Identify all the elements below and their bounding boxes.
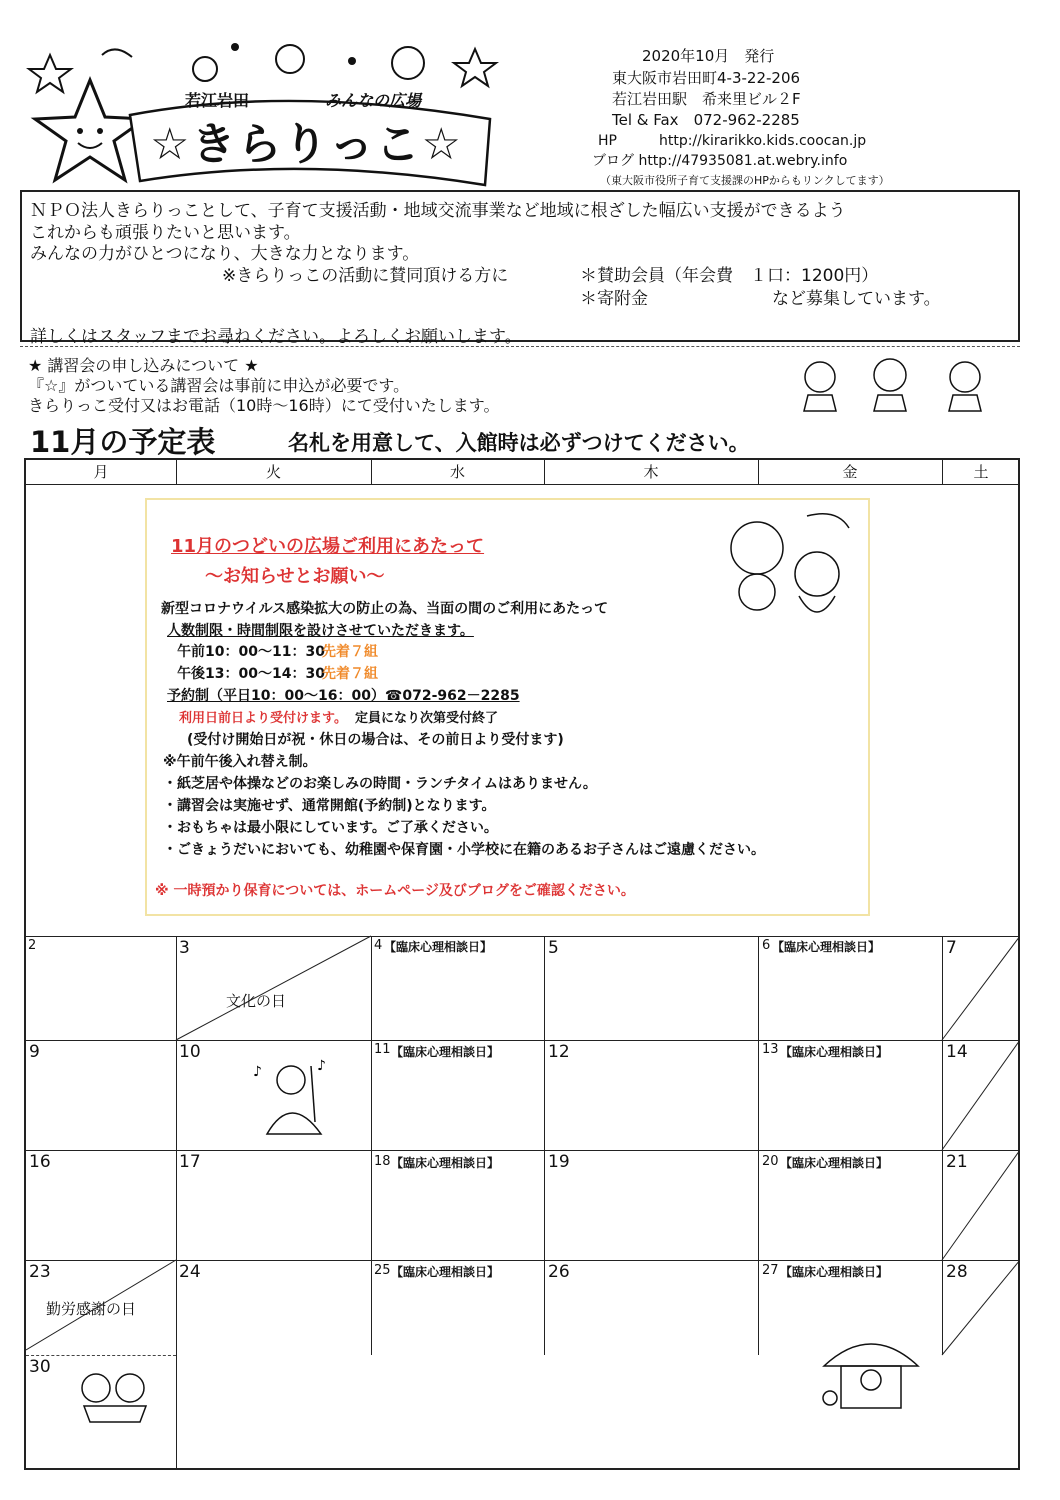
logo-title: ☆きらりっこ☆: [150, 119, 463, 170]
star-icon: [29, 55, 71, 92]
mushroom-house-illustration: [816, 1326, 926, 1416]
svg-text:♪: ♪: [317, 1058, 326, 1074]
notice-reserve: 予約制（平日10：00～16：00）☎072-962－2285: [167, 688, 520, 704]
consultation-tag: 【臨床心理相談日】: [391, 1156, 500, 1170]
date-6: 6: [762, 938, 771, 953]
notice-pm-quota: 先着７組: [322, 666, 378, 682]
day-header-sat: 土: [973, 463, 989, 481]
date-14: 14: [946, 1042, 968, 1062]
date-17: 17: [179, 1152, 201, 1172]
date-30: 30: [29, 1357, 51, 1377]
day-header-wed: 水: [449, 463, 465, 481]
date-2: 2: [28, 938, 37, 953]
notice-am-quota: 先着７組: [322, 644, 378, 660]
date-11: 11: [374, 1042, 391, 1057]
notice-reserve-red: 利用日前日より受付けます。: [179, 711, 347, 726]
date-23: 23: [29, 1262, 51, 1282]
npo-line-2: これからも頑張りたいと思います。: [30, 223, 301, 243]
date-27: 27: [762, 1263, 779, 1278]
consultation-tag: 【臨床心理相談日】: [780, 1045, 889, 1059]
date-12: 12: [548, 1042, 570, 1062]
tel-fax: Tel & Fax 072-962-2285: [612, 111, 800, 129]
logo-subtitle-right: みんなの広場: [325, 91, 422, 110]
consultation-tag: 【臨床心理相談日】: [384, 940, 493, 954]
date-4: 4: [374, 938, 383, 953]
holiday-labor-thanksgiving: 勤労感謝の日: [46, 1300, 137, 1318]
notice-bullet-3: ・おもちゃは最小限にしています。ご了承ください。: [163, 820, 498, 836]
holiday-culture-day: 文化の日: [226, 992, 287, 1010]
lecture-info-box: [20, 346, 1020, 419]
blog-url[interactable]: ブログ http://47935081.at.webry.info: [592, 153, 848, 169]
date-13: 13: [762, 1042, 779, 1057]
date-20: 20: [762, 1154, 779, 1169]
date-9: 9: [29, 1042, 40, 1062]
date-16: 16: [29, 1152, 51, 1172]
consultation-tag: 【臨床心理相談日】: [391, 1045, 500, 1059]
face-icon: [193, 57, 217, 81]
notice-bullet-2: ・講習会は実施せず、通常開館(予約制)となります。: [163, 798, 496, 814]
day-header-mon: 月: [93, 463, 109, 481]
npo-line-5a: ＊寄附金: [580, 289, 648, 309]
consultation-tag: 【臨床心理相談日】: [780, 1156, 889, 1170]
smiling-star-icon: [35, 80, 145, 180]
notice-swap: ※午前午後入れ替え制。: [163, 754, 317, 770]
notice-reserve-tail: 定員になり次第受付終了: [355, 711, 499, 726]
star-icon: [454, 49, 496, 86]
consultation-tag: 【臨床心理相談日】: [772, 940, 881, 954]
date-28: 28: [946, 1262, 968, 1282]
npo-line-6: 詳しくはスタッフまでお尋ねください。よろしくお願いします。: [30, 327, 522, 347]
notice-limit: 人数制限・時間制限を設けさせていただきます。: [167, 623, 474, 639]
children-illustration: [780, 351, 1010, 417]
homepage-url[interactable]: HP http://kirarikko.kids.coocan.jp: [598, 133, 867, 149]
notice-am: 午前10：00～11：30: [177, 644, 325, 660]
lecture-title: ★ 講習会の申し込みについて ★: [28, 356, 259, 375]
date-10: 10: [179, 1042, 201, 1062]
date-26: 26: [548, 1262, 570, 1282]
date-21: 21: [946, 1152, 968, 1172]
issue-date: 2020年10月 発行: [642, 47, 775, 65]
date-7: 7: [946, 938, 957, 958]
npo-line-3: みんなの力がひとつになり、大きな力となります。: [30, 244, 420, 264]
date-18: 18: [374, 1154, 391, 1169]
npo-line-4a: ※きらりっこの活動に賛同頂ける方に: [222, 266, 509, 286]
npo-line-1: ＮＰＯ法人きらりっことして、子育て支援活動・地域交流事業など地域に根ざした幅広い支援ができるよう: [30, 201, 846, 221]
schedule-note: 名札を用意して、入館時は必ずつけてください。: [288, 431, 750, 455]
notice-subtitle: ～お知らせとお願い～: [205, 566, 385, 587]
link-note: （東大阪市役所子育て支援課のHPからもリンクしてます）: [600, 174, 890, 187]
schedule-title: 11月の予定表: [30, 425, 216, 459]
logo-subtitle-left: 若江岩田: [185, 91, 250, 110]
notice-bullet-4: ・ごきょうだいにおいても、幼稚園や保育園・小学校に在籍のあるお子さんはご遠慮ください。: [163, 842, 765, 858]
notice-title: 11月のつどいの広場ご利用にあたって: [171, 536, 485, 557]
date-19: 19: [548, 1152, 570, 1172]
notice-pm: 午後13：00～14：30: [177, 666, 325, 682]
day-header-tue: 火: [265, 463, 281, 481]
date-24: 24: [179, 1262, 201, 1282]
svg-text:♪: ♪: [253, 1064, 262, 1080]
consultation-tag: 【臨床心理相談日】: [391, 1265, 500, 1279]
notice-intro: 新型コロナウイルス感染拡大の防止の為、当面の間のご利用にあたって: [161, 601, 609, 617]
consultation-tag: 【臨床心理相談日】: [780, 1265, 889, 1279]
npo-message-box: [20, 190, 1020, 347]
address: 東大阪市岩田町4-3-22-206: [612, 69, 801, 87]
date-5: 5: [548, 938, 559, 958]
cats-illustration: [76, 1366, 156, 1424]
lecture-line-1: 『☆』がついている講習会は事前に申込が必要です。: [28, 376, 410, 395]
musician-illustration: [251, 1056, 341, 1138]
day-header-fri: 金: [842, 463, 858, 481]
covid-notice-box: [145, 498, 870, 916]
notice-reserve-note: (受付け開始日が祝・休日の場合は、その前日より受付ます): [187, 732, 564, 748]
notice-footer: ※ 一時預かり保育については、ホームページ及びブログをご確認ください。: [155, 883, 635, 899]
notice-bullet-1: ・紙芝居や体操などのお楽しみの時間・ランチタイムはありません。: [163, 776, 597, 792]
npo-line-5b: など募集しています。: [772, 289, 941, 309]
bunny-face-icon: [276, 45, 304, 73]
bear-face-icon: [392, 47, 424, 79]
building: 若江岩田駅 希来里ビル２F: [612, 90, 801, 108]
lecture-line-2: きらりっこ受付又はお電話（10時～16時）にて受付いたします。: [28, 396, 500, 415]
day-header-thu: 木: [643, 463, 659, 481]
npo-line-4b: ＊賛助会員（年会費 １口：1200円）: [580, 266, 879, 286]
date-25: 25: [374, 1263, 391, 1278]
dolls-illustration: [717, 508, 857, 628]
date-3: 3: [179, 938, 190, 958]
